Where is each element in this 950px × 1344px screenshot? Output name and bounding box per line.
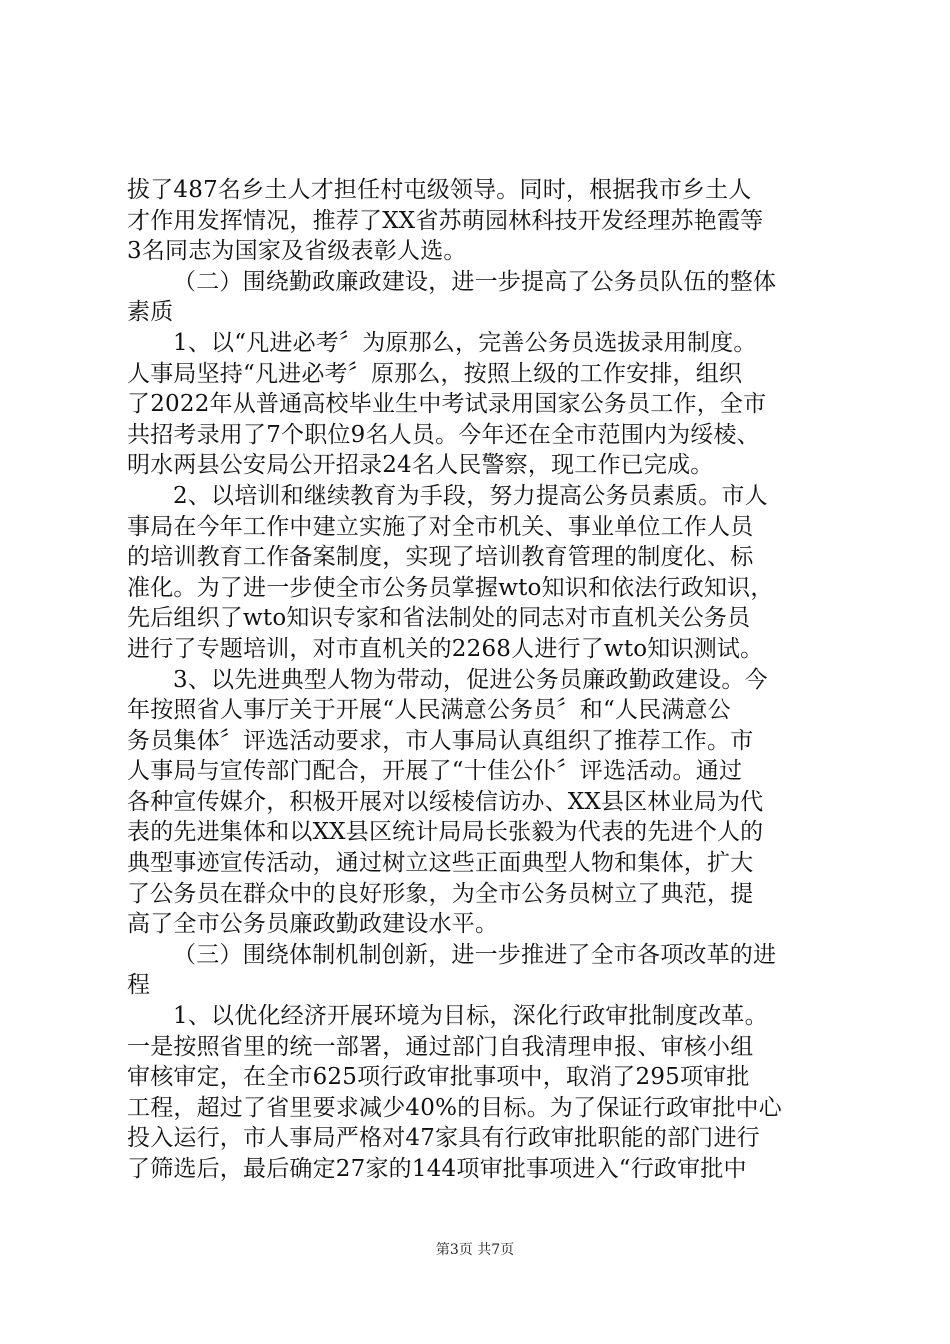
text-line: 才作用发挥情况，推荐了XX省苏萌园林科技开发经理苏艳霞等 bbox=[127, 207, 764, 234]
page-footer: 第3页 共7页 bbox=[435, 1242, 515, 1258]
text-line: 各种宣传媒介，积极开展对以绥棱信访办、XX县区林业局为代 bbox=[127, 788, 764, 815]
text-line: 人事局与宣传部门配合，开展了“十佳公仆〞评选活动。通过 bbox=[127, 758, 743, 785]
text-line: 年按照省人事厅关于开展“人民满意公务员〞和“人民满意公 bbox=[127, 697, 731, 724]
document-body bbox=[127, 175, 837, 1185]
text-line: 一是按照省里的统一部署，通过部门自我清理申报、审核小组 bbox=[127, 1033, 754, 1060]
text-line: 准化。为了进一步使全市公务员掌握wto知识和依法行政知识， bbox=[127, 574, 774, 601]
text-line: 的培训教育工作备案制度，实现了培训教育管理的制度化、标 bbox=[127, 544, 754, 571]
text-line: 务员集体〞评选活动要求，市人事局认真组织了推荐工作。市 bbox=[127, 727, 754, 754]
text-line: 投入运行，市人事局严格对47家具有行政审批职能的部门进行 bbox=[127, 1125, 760, 1152]
paragraph-start-line: 2、以培训和继续教育为手段，努力提高公务员素质。市人 bbox=[173, 482, 768, 509]
text-line: 人事局坚持“凡进必考〞原那么，按照上级的工作安排，组织 bbox=[127, 360, 743, 387]
text-line: 拔了487名乡土人才担任村屯级领导。同时，根据我市乡土人 bbox=[127, 177, 752, 203]
text-line: 事局在今年工作中建立实施了对全市机关、事业单位工作人员 bbox=[127, 513, 754, 540]
text-line: 共招考录用了7个职位9名人员。今年还在全市范围内为绥棱、 bbox=[127, 421, 760, 448]
text-line: 进行了专题培训，对市直机关的2268人进行了wto知识测试。 bbox=[127, 635, 764, 662]
text-line: 审核审定，在全市625项行政审批事项中，取消了295项审批 bbox=[127, 1064, 750, 1091]
text-line: 了2022年从普通高校毕业生中考试录用国家公务员工作，全市 bbox=[127, 391, 767, 418]
text-line: 明水两县公安局公开招录24名人民警察，现工作已完成。 bbox=[127, 452, 714, 479]
text-line: 3名同志为国家及省级表彰人选。 bbox=[127, 238, 467, 265]
text-line: 典型事迹宣传活动，通过树立这些正面典型人物和集体，扩大 bbox=[127, 850, 754, 877]
text-line: 工程，超过了省里要求减少40%的目标。为了保证行政审批中心 bbox=[127, 1094, 782, 1121]
text-line: 了公务员在群众中的良好形象，为全市公务员树立了典范，提 bbox=[127, 880, 754, 907]
paragraph-start-line: （三）围绕体制机制创新，进一步推进了全市各项改革的进 bbox=[173, 941, 777, 968]
paragraph-start-line: 1、以优化经济开展环境为目标，深化行政审批制度改革。 bbox=[173, 1003, 768, 1030]
text-line: 素质 bbox=[127, 299, 174, 326]
text-line: 高了全市公务员廉政勤政建设水平。 bbox=[127, 911, 499, 938]
text-line: 程 bbox=[127, 972, 151, 999]
paragraph-start-line: 1、以“凡进必考〞为原那么，完善公务员选拔录用制度。 bbox=[173, 329, 757, 356]
text-line: 表的先进集体和以XX县区统计局局长张毅为代表的先进个人的 bbox=[127, 819, 764, 846]
paragraph-start-line: （二）围绕勤政廉政建设，进一步提高了公务员队伍的整体 bbox=[173, 268, 777, 295]
text-line: 了筛选后，最后确定27家的144项审批事项进入“行政审批中 bbox=[127, 1156, 747, 1182]
text-line: 先后组织了wto知识专家和省法制处的同志对市直机关公务员 bbox=[127, 605, 751, 632]
paragraph-start-line: 3、以先进典型人物为带动，促进公务员廉政勤政建设。今 bbox=[173, 666, 768, 693]
